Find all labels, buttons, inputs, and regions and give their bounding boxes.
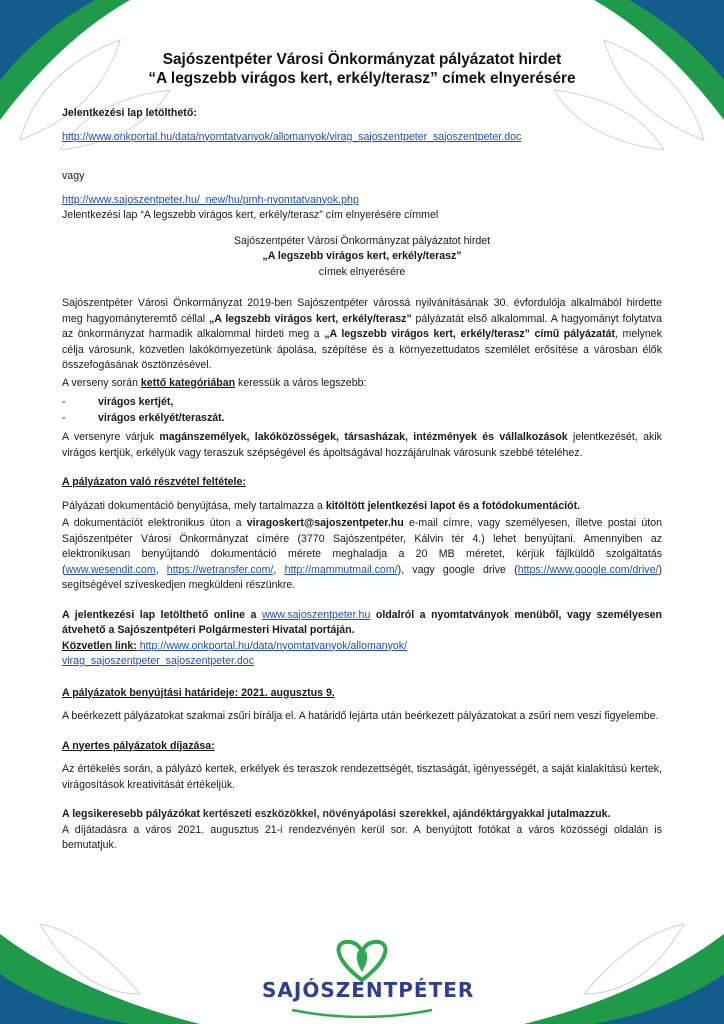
document-body <box>62 50 662 854</box>
download-note: Jelentkezési lap “A legszebb virágos kert, erkély/terasz” cím elnyerésére címmel <box>62 209 439 221</box>
download-heading: Jelentkezési lap letölthető: <box>62 107 197 119</box>
download-link-2[interactable]: http://www.sajoszentpeter.hu/_new/hu/pmh-nyomtatvanyok.php <box>62 193 359 206</box>
categories-paragraph: A verseny során kettő kategóriában keressük a város legszebb: <box>62 376 367 389</box>
google-drive-link[interactable]: https://www.google.com/drive/ <box>517 563 659 576</box>
bottom-right-leaf-decoration <box>514 914 724 1024</box>
conditions-paragraph-1: Pályázati dokumentáció benyújtása, mely tartalmazza a kitöltött jelentkezési lapot és a fotódokumentációt. <box>62 499 581 512</box>
title-line-1: Sajószentpéter Városi Önkormányzat pályázatot hirdet <box>162 51 562 68</box>
deadline-heading: A pályázatok benyújtási határideje: 2021. augusztus 9. <box>62 686 335 699</box>
prizes-paragraph-2: A legsikeresebb pályázókat kertészeti eszközökkel, növényápolási szerekkel, ajándéktárgyakkal jutalmazzuk. <box>62 808 611 820</box>
or-text: vagy <box>62 170 85 182</box>
title-line-2: “A legszebb virágos kert, erkély/terasz” címek elnyerésére <box>148 70 576 87</box>
download-link-1[interactable]: http://www.onkportal.hu/data/nyomtatvanyok/allomanyok/virag_sajoszentpeter_sajoszentpeter.doc <box>62 130 522 143</box>
mammutmail-link[interactable]: http://mammutmail.com/ <box>284 563 398 576</box>
conditions-paragraph-2: A dokumentációt elektronikus úton a viragoskert@sajoszentpeter.hu e-mail címre, vagy személyesen, illetve postai úton Sajószentpéter Városi Önkormányzat címére (3770 Sajószentpéter, Kálvin tér 4.) lehet benyújtani. Amennyiben az elektronikusan benyújtandó dokumentáció mérete meghaladja a 20 MB méretet, kérjük fájlküldő szolgáltatás (www.wesendit.com, https://wetransfer.com/, http://mammutmail.com/), vagy google drive (https://www.google.com/drive/) segítségével szíveskedjen megküldeni részünkre. <box>62 517 662 591</box>
conditions-heading: A pályázaton való részvétel feltétele: <box>62 476 246 488</box>
prizes-paragraph-1: Az értékelés során, a pályázó kertek, erkélyek és teraszok rendezettségét, tisztaságát, igényességét, a saját kialakítású kertek, virágosítások kreativitását értékeljük. <box>62 763 662 791</box>
announcement-block <box>62 234 662 281</box>
direct-link[interactable]: http://www.onkportal.hu/data/nyomtatvanyok/allomanyok/ virag_sajoszentpeter_sajoszentpeter.doc <box>62 639 408 667</box>
deadline-text: A beérkezett pályázatokat szakmai zsűri bírálja el. A határidő lejárta után beérkezett pályázatokat a zsűri nem veszi figyelembe. <box>62 710 659 722</box>
prizes-paragraph-3: A díjátadásra a város 2021. augusztus 21-i rendezvényén kerül sor. A benyújtott fotókat a város közösségi oldalán is bemutatjuk. <box>62 823 662 851</box>
applicants-paragraph: A versenyre várjuk magánszemélyek, lakóközösségek, társasházak, intézmények és vállalkozások jelentkezését, akik virágos kertjük, erkélyük vagy teraszuk szépségével és ápoltságával hozzájárulnak városunk szebbé tételéhez. <box>62 431 662 459</box>
announce-line-1: Sajószentpéter Városi Önkormányzat pályázatot hirdet <box>233 234 491 247</box>
intro-paragraph: Sajószentpéter Városi Önkormányzat 2019-ben Sajószentpéter várossá nyilvánításának 30. évfordulója alkalmából hirdette meg hagyományteremtő céllal „A legszebb virágos kert, erkély/terasz” pályázatát első alkalommal. A hagyományt folytatva az önkormányzat harmadik alkalommal hirdeti meg a „A legszebb virágos kert, erkély/terasz” című pályázatát, melynek célja városunk, közvetlen lakókörnyezetünk ápolása, szépítése és a környezettudatos szemlélet erősítése a városban élők összefogásának ösztönzésével. <box>62 297 662 371</box>
online-paragraph: A jelentkezési lap letölthető online a www.sajoszentpeter.hu oldalról a nyomtatványok menüből, vagy személyesen átvehető a Sajószentpéteri Polgármesteri Hivatal portáján. <box>62 608 662 636</box>
sajoszentpeter-logo <box>262 938 475 1018</box>
wetransfer-link[interactable]: https://wetransfer.com/ <box>166 563 274 576</box>
page-title <box>62 50 662 88</box>
direct-link-paragraph: Közvetlen link: http://www.onkportal.hu/data/nyomtatvanyok/allomanyok/ virag_sajoszentpeter_sajoszentpeter.doc <box>62 639 408 667</box>
website-link[interactable]: www.sajoszentpeter.hu <box>261 608 371 621</box>
bottom-left-leaf-decoration <box>0 914 210 1024</box>
wesendit-link[interactable]: www.wesendit.com <box>65 563 156 576</box>
logo-text: SAJÓSZENTPÉTER <box>262 978 475 1002</box>
announce-line-2: „A legszebb virágos kert, erkély/terasz” <box>262 250 462 262</box>
list-item: - virágos erkélyét/teraszát. <box>62 411 225 424</box>
prizes-heading: A nyertes pályázatok díjazása: <box>62 739 215 752</box>
list-item: - virágos kertjét, <box>62 396 174 408</box>
announce-line-3: címek elnyerésére <box>318 265 406 278</box>
